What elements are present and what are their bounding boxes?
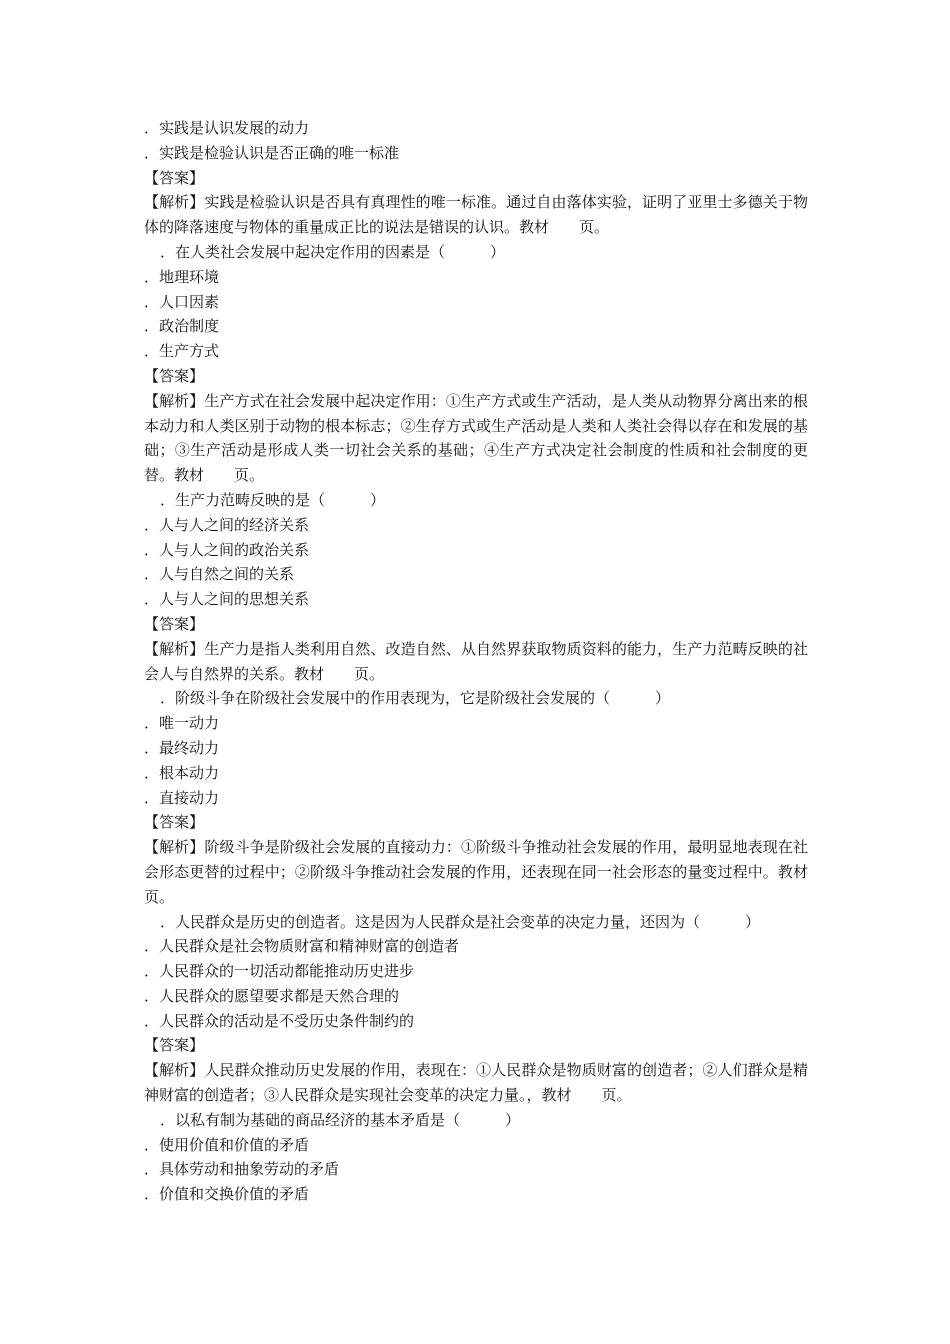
- explanation-paragraph: 【解析】生产力是指人类利用自然、改造自然、从自然界获取物质资料的能力，生产力范畴反映的社会人与自然界的关系。教材 页。: [144, 639, 808, 683]
- option-line: ．政治制度: [144, 317, 220, 336]
- answer-label: 【答案】: [144, 614, 205, 633]
- option-line: ．价值和交换价值的矛盾: [144, 1185, 310, 1204]
- question-line: ．在人类社会发展中起决定作用的因素是（ ）: [160, 242, 506, 261]
- option-line: ．实践是认识发展的动力: [144, 119, 310, 137]
- option-line: ．根本动力: [144, 763, 220, 782]
- option-line: ．唯一动力: [144, 714, 220, 733]
- document-body: [144, 116, 839, 1207]
- option-line: ．人与自然之间的关系: [144, 565, 295, 584]
- option-line: ．人与人之间的思想关系: [144, 590, 310, 609]
- option-line: ．具体劳动和抽象劳动的矛盾: [144, 1160, 340, 1179]
- option-line: ．地理环境: [144, 267, 220, 286]
- option-line: ．人民群众的愿望要求都是天然合理的: [144, 986, 400, 1005]
- question-line: ．以私有制为基础的商品经济的基本矛盾是（ ）: [160, 1110, 521, 1129]
- option-line: ．人民群众的活动是不受历史条件制约的: [144, 1011, 415, 1030]
- question-line: ．阶级斗争在阶级社会发展中的作用表现为，它是阶级社会发展的（ ）: [160, 689, 671, 708]
- option-line: ．人民群众是社会物质财富和精神财富的创造者: [144, 937, 460, 956]
- explanation-paragraph: 【解析】阶级斗争是阶级社会发展的直接动力：①阶级斗争推动社会发展的作用，最明显地表现在社会形态更替的过程中；②阶级斗争推动社会发展的作用，还表现在同一社会形态的量变过程中。教材 页。: [144, 838, 839, 906]
- option-line: ．生产方式: [144, 342, 220, 361]
- option-line: ．实践是检验认识是否正确的唯一标准: [144, 143, 400, 162]
- option-line: ．人与人之间的政治关系: [144, 540, 310, 559]
- option-line: ．直接动力: [144, 788, 220, 807]
- question-line: ．人民群众是历史的创造者。这是因为人民群众是社会变革的决定力量，还因为（ ）: [160, 912, 761, 931]
- answer-label: 【答案】: [144, 813, 205, 832]
- explanation-paragraph: 【解析】生产方式在社会发展中起决定作用：①生产方式或生产活动，是人类从动物界分离出来的根本动力和人类区别于动物的根本标志；②生存方式或生产活动是人类和人类社会得以存在和发展的基础；③生产活动是形成人类一切社会关系的基础；④生产方式决定社会制度的性质和社会制度的更替。教材 页。: [144, 391, 808, 485]
- question-line: ．生产力范畴反映的是（ ）: [160, 490, 386, 509]
- explanation-paragraph: 【解析】人民群众推动历史发展的作用，表现在：①人民群众是物质财富的创造者；②人们群众是精神财富的创造者；③人民群众是实现社会变革的决定力量。，教材 页。: [144, 1061, 808, 1105]
- option-line: ．人与人之间的经济关系: [144, 515, 310, 534]
- answer-label: 【答案】: [144, 168, 205, 187]
- answer-label: 【答案】: [144, 366, 205, 385]
- explanation-paragraph: 【解析】实践是检验认识是否具有真理性的唯一标准。通过自由落体实验，证明了亚里士多德关于物体的降落速度与物体的重量成正比的说法是错误的认识。教材 页。: [144, 193, 808, 237]
- option-line: ．人口因素: [144, 292, 220, 311]
- option-line: ．最终动力: [144, 738, 220, 757]
- option-line: ．使用价值和价值的矛盾: [144, 1135, 310, 1154]
- option-line: ．人民群众的一切活动都能推动历史进步: [144, 962, 415, 981]
- answer-label: 【答案】: [144, 1036, 205, 1055]
